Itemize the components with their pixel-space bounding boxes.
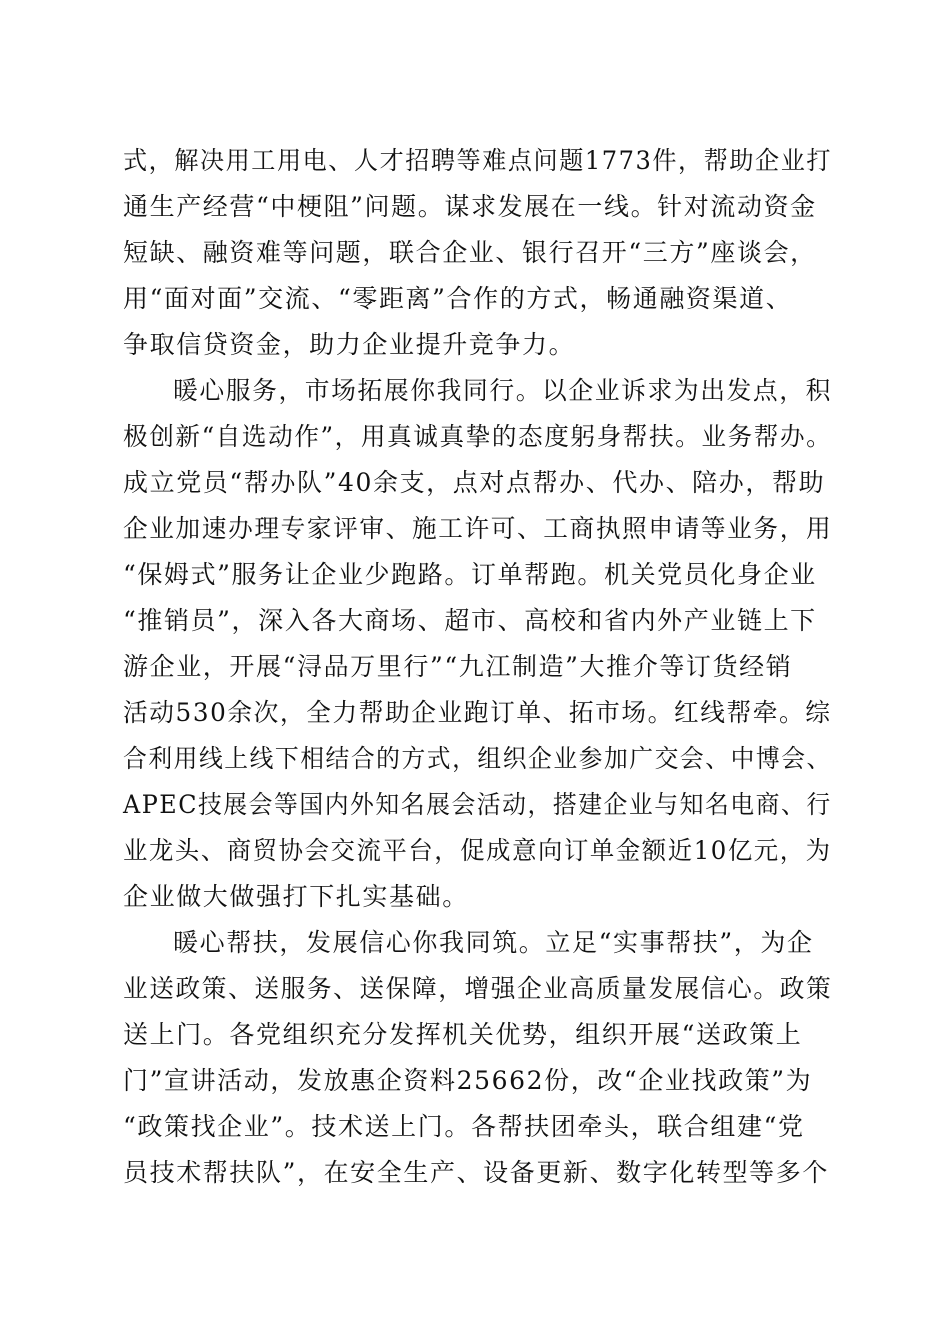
text-line: 式，解决用工用电、人才招聘等难点问题1773件，帮助企业打 <box>123 146 833 175</box>
text-line: 业龙头、商贸协会交流平台，促成意向订单金额近10亿元，为 <box>123 836 832 865</box>
text-line: 争取信贷资金，助力企业提升竞争力。 <box>123 330 576 359</box>
text-line: 业送政策、送服务、送保障，增强企业高质量发展信心。政策 <box>123 974 833 1003</box>
text-line: 合利用线上线下相结合的方式，组织企业参加广交会、中博会、 <box>123 744 832 773</box>
text-line: 企业加速办理专家评审、施工许可、工商执照申请等业务，用 <box>123 514 833 543</box>
text-line: “推销员”，深入各大商场、超市、高校和省内外产业链上下 <box>123 606 817 635</box>
text-line: 门”宣讲活动，发放惠企资料25662份，改“企业找政策”为 <box>123 1066 813 1095</box>
text-line: 送上门。各党组织充分发挥机关优势，组织开展“送政策上 <box>123 1020 803 1049</box>
text-line: 用“面对面”交流、“零距离”合作的方式，畅通融资渠道、 <box>123 284 793 313</box>
text-line: 通生产经营“中梗阻”问题。谋求发展在一线。针对流动资金 <box>123 192 817 221</box>
text-line: 暖心帮扶，发展信心你我同筑。立足“实事帮扶”，为企 <box>173 928 814 957</box>
text-line: 成立党员“帮办队”40余支，点对点帮办、代办、陪办，帮助 <box>123 468 826 497</box>
text-line: 员技术帮扶队”，在安全生产、设备更新、数字化转型等多个 <box>123 1158 829 1187</box>
text-line: 暖心服务，市场拓展你我同行。以企业诉求为出发点，积 <box>173 376 833 405</box>
text-line: 活动530余次，全力帮助企业跑订单、拓市场。红线帮牵。综 <box>123 698 832 727</box>
text-line: “政策找企业”。技术送上门。各帮扶团牵头，联合组建“党 <box>123 1112 805 1141</box>
text-line: 极创新“自选动作”，用真诚真挚的态度躬身帮扶。业务帮办。 <box>123 422 833 451</box>
text-line: APEC技展会等国内外知名展会活动，搭建企业与知名电商、行 <box>123 790 832 819</box>
text-line: “保姆式”服务让企业少跑路。订单帮跑。机关党员化身企业 <box>123 560 817 589</box>
text-line: 短缺、融资难等问题，联合企业、银行召开“三方”座谈会， <box>123 238 817 267</box>
text-line: 游企业，开展“浔品万里行”“九江制造”大推介等订货经销 <box>123 652 793 681</box>
text-line: 企业做大做强打下扎实基础。 <box>123 882 469 911</box>
